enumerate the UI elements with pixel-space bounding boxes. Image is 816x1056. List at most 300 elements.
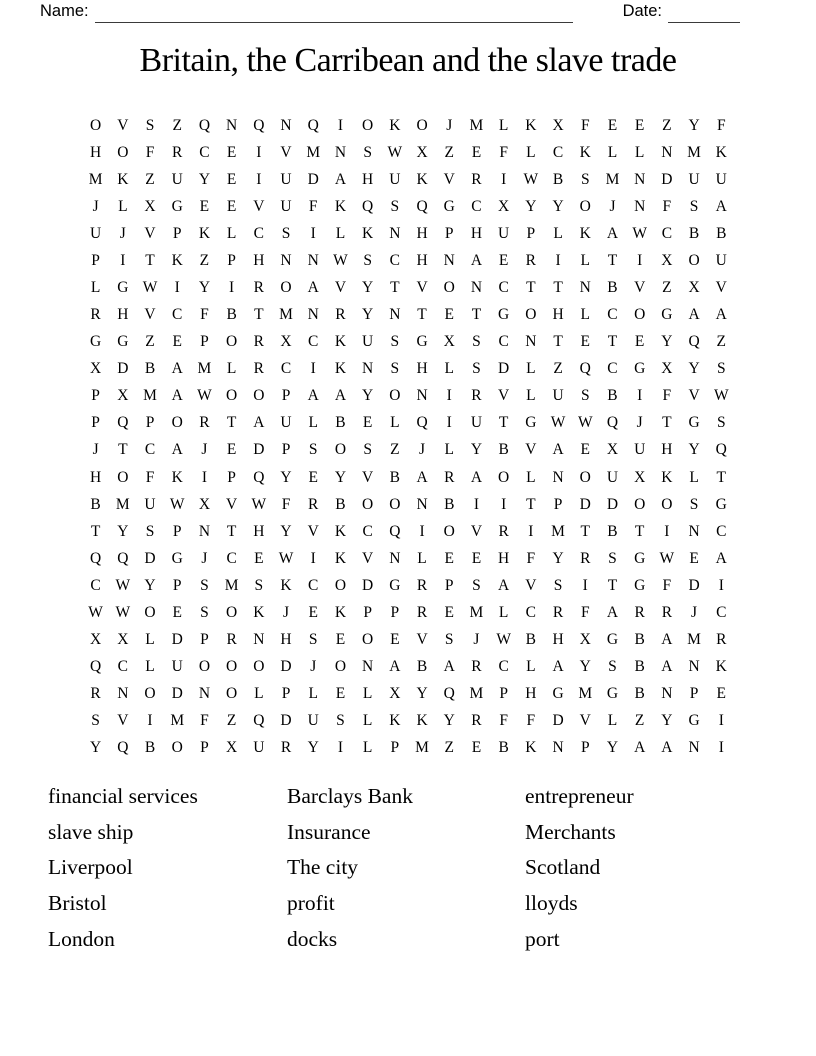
grid-cell: O bbox=[634, 495, 646, 513]
grid-cell: O bbox=[226, 603, 238, 621]
grid-cell: M bbox=[88, 170, 103, 188]
grid-cell: E bbox=[444, 306, 454, 324]
grid-cell: J bbox=[201, 549, 208, 567]
grid-cell: N bbox=[661, 685, 673, 703]
grid-cell: S bbox=[608, 658, 617, 676]
grid-cell: B bbox=[498, 441, 509, 459]
grid-cell: S bbox=[145, 116, 155, 134]
grid-cell: A bbox=[334, 387, 347, 405]
grid-cell: W bbox=[115, 576, 131, 594]
grid-cell: E bbox=[226, 441, 237, 459]
word-list-item: Scotland bbox=[525, 855, 601, 880]
grid-cell: E bbox=[498, 251, 509, 269]
grid-cell: S bbox=[254, 576, 264, 594]
grid-cell: O bbox=[579, 197, 591, 215]
grid-cell: L bbox=[417, 549, 427, 567]
grid-cell: W bbox=[659, 549, 675, 567]
grid-cell: P bbox=[580, 739, 590, 757]
grid-cell: F bbox=[145, 468, 155, 486]
grid-cell: E bbox=[335, 685, 346, 703]
grid-cell: U bbox=[715, 170, 727, 188]
grid-cell: N bbox=[416, 387, 428, 405]
grid-cell: S bbox=[472, 333, 481, 351]
grid-cell: V bbox=[362, 549, 374, 567]
grid-cell: K bbox=[117, 170, 129, 188]
grid-cell: T bbox=[716, 468, 726, 486]
grid-cell: S bbox=[281, 224, 291, 242]
grid-cell: H bbox=[525, 685, 537, 703]
grid-cell: L bbox=[362, 685, 373, 703]
grid-cell: M bbox=[605, 170, 620, 188]
grid-cell: R bbox=[253, 333, 264, 351]
grid-cell: A bbox=[171, 387, 183, 405]
grid-cell: X bbox=[198, 495, 211, 513]
grid-cell: F bbox=[662, 197, 672, 215]
grid-cell: V bbox=[226, 495, 238, 513]
grid-cell: I bbox=[637, 251, 643, 269]
grid-cell: A bbox=[552, 658, 564, 676]
word-list-item: Insurance bbox=[287, 819, 371, 844]
grid-cell: Q bbox=[253, 116, 265, 134]
word-search-grid bbox=[82, 112, 735, 762]
grid-cell: O bbox=[90, 116, 102, 134]
grid-cell: U bbox=[389, 170, 401, 188]
grid-cell: N bbox=[226, 116, 238, 134]
grid-cell: E bbox=[471, 739, 482, 757]
grid-cell: L bbox=[362, 739, 373, 757]
grid-cell: C bbox=[308, 576, 319, 594]
grid-cell: O bbox=[226, 387, 238, 405]
date-blank-line bbox=[668, 1, 740, 23]
grid-cell: N bbox=[307, 306, 319, 324]
grid-cell: F bbox=[580, 603, 590, 621]
grid-cell: P bbox=[172, 522, 182, 540]
grid-cell: V bbox=[715, 278, 727, 296]
grid-cell: L bbox=[362, 712, 373, 730]
grid-cell: T bbox=[526, 278, 536, 296]
grid-cell: O bbox=[579, 468, 591, 486]
grid-cell: R bbox=[471, 387, 482, 405]
grid-cell: H bbox=[90, 468, 102, 486]
grid-cell: Y bbox=[416, 685, 428, 703]
grid-cell: Q bbox=[715, 441, 727, 459]
grid-cell: L bbox=[145, 630, 155, 648]
grid-cell: P bbox=[499, 685, 508, 703]
grid-cell: D bbox=[144, 549, 156, 567]
grid-cell: R bbox=[525, 251, 537, 269]
grid-cell: J bbox=[691, 603, 698, 621]
word-list-item: Barclays Bank bbox=[287, 784, 413, 808]
grid-cell: S bbox=[145, 522, 155, 540]
grid-cell: A bbox=[470, 251, 483, 269]
grid-cell: Q bbox=[416, 197, 428, 215]
grid-cell: N bbox=[280, 251, 292, 269]
grid-cell: E bbox=[199, 197, 210, 215]
grid-cell: C bbox=[661, 224, 673, 242]
grid-cell: X bbox=[498, 197, 510, 215]
grid-cell: Z bbox=[145, 170, 155, 188]
grid-cell: O bbox=[688, 251, 700, 269]
grid-cell: A bbox=[715, 549, 727, 567]
grid-cell: O bbox=[226, 658, 238, 676]
grid-cell: P bbox=[200, 739, 209, 757]
grid-cell: M bbox=[551, 522, 565, 540]
word-list-item: Merchants bbox=[525, 819, 616, 844]
grid-cell: X bbox=[416, 143, 428, 161]
grid-cell: W bbox=[550, 414, 566, 432]
word-list-item: docks bbox=[287, 926, 338, 951]
grid-cell: R bbox=[552, 603, 564, 621]
grid-cell: K bbox=[334, 333, 347, 351]
grid-cell: N bbox=[525, 333, 537, 351]
grid-cell: T bbox=[607, 333, 618, 351]
grid-cell: F bbox=[716, 116, 726, 134]
grid-cell: U bbox=[552, 387, 564, 405]
grid-cell: O bbox=[389, 387, 401, 405]
grid-cell: Z bbox=[662, 116, 672, 134]
grid-cell: O bbox=[416, 116, 428, 134]
grid-cell: N bbox=[280, 116, 292, 134]
grid-cell: D bbox=[498, 360, 510, 378]
grid-cell: I bbox=[310, 360, 316, 378]
grid-cell: C bbox=[226, 549, 237, 567]
grid-cell: Y bbox=[280, 522, 292, 540]
grid-cell: M bbox=[687, 143, 701, 161]
grid-cell: W bbox=[197, 387, 212, 405]
grid-cell: N bbox=[634, 170, 646, 188]
grid-cell: G bbox=[90, 333, 102, 351]
grid-cell: X bbox=[389, 685, 401, 703]
grid-cell: I bbox=[501, 495, 507, 513]
grid-cell: U bbox=[280, 414, 292, 432]
grid-cell: H bbox=[280, 630, 292, 648]
page-title: Britain, the Carribean and the slave trade bbox=[139, 42, 677, 79]
grid-cell: O bbox=[117, 143, 129, 161]
grid-cell: S bbox=[200, 576, 209, 594]
grid-cell: Y bbox=[307, 739, 319, 757]
grid-cell: O bbox=[171, 739, 183, 757]
grid-cell: B bbox=[634, 630, 645, 648]
grid-cell: J bbox=[283, 603, 290, 621]
grid-cell: D bbox=[579, 495, 591, 513]
grid-cell: K bbox=[334, 522, 347, 540]
grid-cell: O bbox=[171, 414, 183, 432]
grid-cell: L bbox=[335, 224, 346, 242]
grid-cell: D bbox=[307, 170, 319, 188]
word-list-item: entrepreneur bbox=[525, 784, 634, 808]
grid-cell: O bbox=[389, 495, 401, 513]
grid-cell: X bbox=[688, 278, 700, 296]
word-list-column-1 bbox=[48, 779, 287, 957]
grid-cell: N bbox=[198, 522, 211, 540]
grid-cell: L bbox=[226, 360, 237, 378]
grid-cell: Z bbox=[662, 278, 672, 296]
grid-cell: Z bbox=[226, 712, 237, 730]
grid-cell: L bbox=[526, 658, 536, 676]
grid-cell: P bbox=[145, 414, 155, 432]
grid-cell: F bbox=[308, 197, 318, 215]
grid-cell: T bbox=[553, 278, 563, 296]
grid-cell: S bbox=[390, 333, 400, 351]
grid-cell: P bbox=[444, 224, 454, 242]
grid-cell: Z bbox=[716, 333, 726, 351]
grid-cell: P bbox=[363, 603, 372, 621]
grid-cell: X bbox=[552, 116, 564, 134]
grid-cell: S bbox=[336, 712, 345, 730]
grid-cell: H bbox=[661, 441, 673, 459]
grid-cell: V bbox=[443, 170, 455, 188]
grid-cell: Y bbox=[362, 387, 374, 405]
grid-cell: A bbox=[661, 658, 673, 676]
grid-cell: T bbox=[254, 306, 264, 324]
grid-cell: N bbox=[389, 306, 401, 324]
word-list-item: lloyds bbox=[525, 890, 578, 915]
grid-cell: C bbox=[471, 197, 482, 215]
grid-cell: G bbox=[634, 549, 646, 567]
grid-cell: M bbox=[469, 603, 484, 621]
grid-cell: M bbox=[279, 306, 293, 324]
grid-cell: P bbox=[553, 495, 563, 513]
grid-cell: R bbox=[444, 468, 455, 486]
grid-cell: S bbox=[363, 251, 372, 269]
grid-cell: M bbox=[469, 685, 484, 703]
grid-cell: V bbox=[416, 630, 428, 648]
header bbox=[40, 1, 740, 23]
grid-cell: X bbox=[661, 360, 673, 378]
grid-cell: Y bbox=[280, 468, 292, 486]
grid-cell: M bbox=[143, 387, 157, 405]
grid-cell: P bbox=[281, 685, 291, 703]
grid-cell: A bbox=[307, 387, 319, 405]
name-label: Name: bbox=[40, 2, 89, 20]
grid-cell: S bbox=[716, 360, 726, 378]
grid-cell: T bbox=[226, 414, 237, 432]
grid-cell: K bbox=[416, 170, 428, 188]
grid-cell: D bbox=[171, 685, 183, 703]
grid-cell: F bbox=[200, 712, 209, 730]
grid-cell: B bbox=[716, 224, 727, 242]
grid-cell: R bbox=[498, 522, 509, 540]
grid-cell: O bbox=[226, 333, 238, 351]
grid-cell: O bbox=[498, 468, 510, 486]
grid-cell: M bbox=[306, 143, 321, 161]
grid-cell: Z bbox=[390, 441, 400, 459]
word-list-column-2 bbox=[287, 779, 525, 957]
grid-cell: O bbox=[280, 278, 292, 296]
grid-cell: D bbox=[171, 630, 183, 648]
grid-cell: D bbox=[117, 360, 129, 378]
grid-cell: V bbox=[117, 116, 129, 134]
grid-cell: F bbox=[200, 306, 209, 324]
grid-cell: R bbox=[634, 603, 645, 621]
grid-cell: F bbox=[526, 549, 536, 567]
grid-cell: H bbox=[362, 170, 374, 188]
grid-cell: S bbox=[472, 576, 481, 594]
grid-cell: X bbox=[117, 630, 129, 648]
grid-cell: D bbox=[362, 576, 374, 594]
grid-cell: R bbox=[308, 495, 319, 513]
grid-cell: D bbox=[688, 576, 700, 594]
grid-cell: U bbox=[280, 170, 292, 188]
grid-cell: H bbox=[416, 224, 428, 242]
grid-cell: W bbox=[632, 224, 647, 242]
grid-cell: C bbox=[498, 333, 509, 351]
grid-cell: U bbox=[606, 468, 619, 486]
grid-cell: O bbox=[226, 685, 238, 703]
grid-cell: B bbox=[525, 630, 537, 648]
grid-cell: T bbox=[90, 522, 101, 540]
grid-cell: X bbox=[280, 333, 292, 351]
grid-cell: Y bbox=[117, 522, 129, 540]
grid-cell: E bbox=[172, 333, 182, 351]
grid-cell: A bbox=[171, 441, 183, 459]
grid-cell: D bbox=[280, 712, 292, 730]
grid-cell: A bbox=[334, 170, 347, 188]
word-list-item: financial services bbox=[48, 784, 198, 808]
grid-cell: U bbox=[144, 495, 156, 513]
grid-cell: L bbox=[498, 603, 509, 621]
grid-cell: R bbox=[471, 658, 482, 676]
grid-cell: N bbox=[389, 549, 401, 567]
grid-cell: S bbox=[553, 576, 563, 594]
grid-cell: K bbox=[334, 549, 347, 567]
grid-cell: O bbox=[253, 658, 265, 676]
grid-cell: G bbox=[498, 306, 510, 324]
grid-cell: L bbox=[90, 278, 101, 296]
grid-cell: Y bbox=[525, 197, 537, 215]
grid-cell: Q bbox=[688, 333, 700, 351]
grid-cell: E bbox=[390, 630, 400, 648]
grid-cell: K bbox=[579, 224, 591, 242]
grid-cell: A bbox=[661, 739, 673, 757]
grid-cell: N bbox=[443, 251, 455, 269]
grid-cell: U bbox=[470, 414, 483, 432]
grid-cell: F bbox=[662, 576, 672, 594]
grid-cell: L bbox=[444, 360, 454, 378]
grid-cell: T bbox=[607, 251, 618, 269]
grid-cell: U bbox=[90, 224, 102, 242]
grid-cell: V bbox=[253, 197, 265, 215]
grid-cell: I bbox=[337, 739, 344, 757]
grid-cell: K bbox=[334, 197, 347, 215]
grid-cell: Y bbox=[688, 116, 700, 134]
grid-cell: R bbox=[335, 306, 346, 324]
grid-cell: B bbox=[607, 387, 618, 405]
grid-cell: P bbox=[390, 739, 400, 757]
grid-cell: B bbox=[498, 739, 509, 757]
grid-cell: P bbox=[281, 387, 291, 405]
grid-cell: Y bbox=[470, 441, 483, 459]
grid-cell: R bbox=[416, 576, 428, 594]
grid-cell: W bbox=[387, 143, 403, 161]
grid-cell: S bbox=[689, 197, 699, 215]
grid-cell: Q bbox=[579, 360, 591, 378]
grid-cell: V bbox=[117, 712, 129, 730]
grid-cell: U bbox=[253, 739, 265, 757]
grid-cell: V bbox=[144, 224, 156, 242]
grid-cell: C bbox=[199, 143, 210, 161]
grid-cell: I bbox=[446, 387, 452, 405]
grid-cell: S bbox=[472, 360, 481, 378]
grid-cell: L bbox=[145, 658, 155, 676]
grid-cell: C bbox=[607, 360, 618, 378]
grid-cell: L bbox=[526, 468, 536, 486]
grid-cell: O bbox=[362, 495, 374, 513]
name-blank-line bbox=[95, 1, 573, 23]
grid-cell: J bbox=[92, 197, 99, 215]
grid-cell: Y bbox=[661, 712, 673, 730]
grid-cell: C bbox=[389, 251, 400, 269]
grid-cell: C bbox=[308, 333, 319, 351]
grid-cell: C bbox=[607, 306, 618, 324]
grid-cell: Y bbox=[198, 170, 211, 188]
grid-cell: E bbox=[471, 549, 482, 567]
grid-cell: K bbox=[579, 143, 591, 161]
grid-cell: S bbox=[363, 441, 372, 459]
grid-cell: H bbox=[416, 360, 428, 378]
grid-cell: G bbox=[661, 306, 673, 324]
grid-cell: S bbox=[444, 630, 454, 648]
grid-cell: M bbox=[115, 495, 130, 513]
grid-cell: F bbox=[526, 712, 536, 730]
grid-cell: G bbox=[634, 576, 646, 594]
grid-cell: M bbox=[415, 739, 429, 757]
grid-cell: K bbox=[661, 468, 673, 486]
grid-cell: G bbox=[525, 414, 537, 432]
grid-cell: A bbox=[307, 278, 319, 296]
grid-cell: N bbox=[634, 197, 646, 215]
grid-cell: D bbox=[606, 495, 619, 513]
grid-cell: B bbox=[416, 658, 428, 676]
grid-cell: P bbox=[227, 468, 236, 486]
grid-cell: U bbox=[362, 333, 374, 351]
grid-cell: K bbox=[171, 251, 183, 269]
grid-cell: V bbox=[498, 387, 510, 405]
grid-cell: H bbox=[470, 224, 483, 242]
grid-cell: U bbox=[715, 251, 727, 269]
grid-cell: P bbox=[200, 333, 209, 351]
grid-cell: E bbox=[580, 441, 590, 459]
grid-cell: B bbox=[226, 306, 237, 324]
grid-cell: P bbox=[390, 603, 400, 621]
grid-cell: E bbox=[308, 468, 318, 486]
grid-cell: N bbox=[688, 522, 700, 540]
grid-cell: O bbox=[198, 658, 211, 676]
grid-cell: S bbox=[363, 143, 372, 161]
grid-cell: N bbox=[389, 224, 401, 242]
grid-cell: G bbox=[389, 576, 401, 594]
grid-cell: C bbox=[552, 143, 564, 161]
grid-cell: L bbox=[226, 224, 237, 242]
grid-cell: V bbox=[525, 576, 537, 594]
grid-cell: Q bbox=[443, 685, 455, 703]
grid-cell: W bbox=[88, 603, 103, 621]
grid-cell: G bbox=[634, 360, 646, 378]
grid-cell: C bbox=[144, 441, 156, 459]
grid-cell: T bbox=[118, 441, 128, 459]
grid-cell: I bbox=[310, 549, 316, 567]
grid-cell: A bbox=[715, 306, 727, 324]
grid-cell: Y bbox=[334, 468, 347, 486]
grid-cell: L bbox=[580, 306, 590, 324]
word-list-item: The city bbox=[287, 855, 359, 880]
grid-cell: W bbox=[169, 495, 185, 513]
grid-cell: Q bbox=[90, 549, 102, 567]
grid-cell: B bbox=[634, 685, 645, 703]
grid-cell: D bbox=[552, 712, 564, 730]
grid-cell: X bbox=[144, 197, 156, 215]
grid-cell: E bbox=[444, 603, 454, 621]
